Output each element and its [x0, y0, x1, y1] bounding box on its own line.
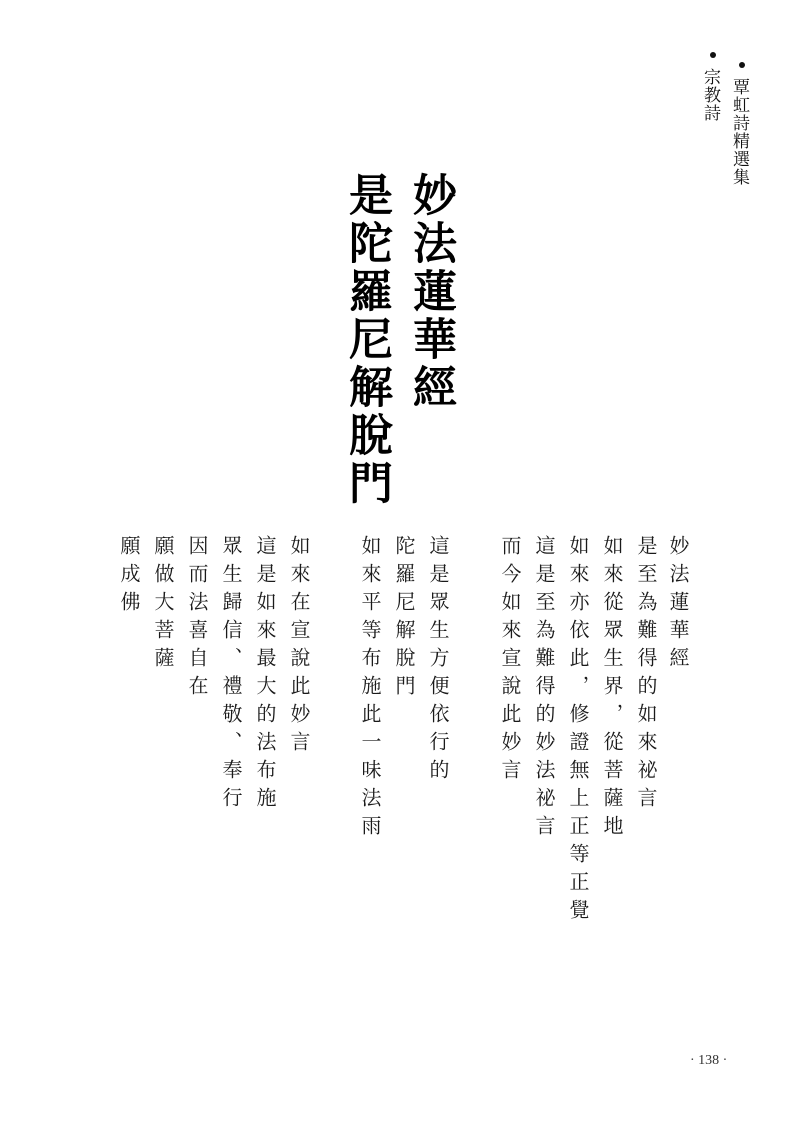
header-bullet-section: [710, 52, 716, 58]
page-number: · 138 ·: [690, 1053, 728, 1068]
poem-line: 這是如來最大的法布施: [253, 535, 277, 815]
poem-line: 如來亦依此，修證無上正等正覺: [566, 535, 590, 927]
poem-line: 而今如來宣說此妙言: [498, 535, 522, 787]
poem-line: 陀羅尼解脫門: [392, 535, 416, 703]
poem-line: 願做大菩薩: [151, 535, 175, 675]
header-section-label: 宗教詩: [700, 68, 720, 122]
poem-title-line-1: 妙法蓮華經: [405, 172, 456, 412]
poem-line: 眾生歸信、禮敬、奉行: [219, 535, 243, 815]
poem-line: 是至為難得的如來祕言: [634, 535, 658, 815]
header-book-title: 覃虹詩精選集: [729, 78, 749, 186]
poem-line: 因而法喜自在: [185, 535, 209, 703]
poem-line: 如來平等布施此一味法雨: [358, 535, 382, 843]
poem-line: 願成佛: [117, 535, 141, 619]
poem-line: 如來在宣說此妙言: [287, 535, 311, 759]
header-bullet-book: [739, 62, 745, 68]
poem-line: 這是眾生方便依行的: [426, 535, 450, 787]
poem-title-line-2: 是陀羅尼解脫門: [341, 172, 392, 508]
poem-line: 如來從眾生界，從菩薩地: [600, 535, 624, 843]
poem-line: 這是至為難得的妙法祕言: [532, 535, 556, 843]
poem-line: 妙法蓮華經: [666, 535, 690, 675]
